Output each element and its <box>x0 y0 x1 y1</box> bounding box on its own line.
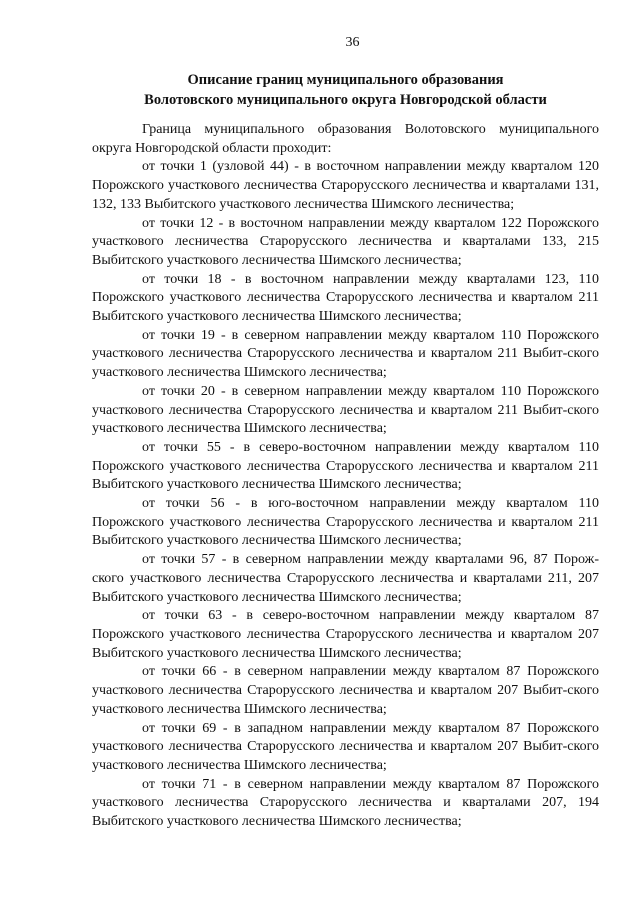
paragraph-point-57: от точки 57 - в северном направлении между кварталами 96, 87 Порож-ского участкового лесничества Старорусского лесничества и кварталами 211, 207 Выбитского участкового лесничества Шимского лесничества; <box>92 552 599 605</box>
paragraph-point-12: от точки 12 - в восточном направлении между кварталом 122 Порожского участкового лесничества Старорусского лесничества и кварталами 133, 215 Выбитского участкового лесничества Шимского лесничества; <box>92 215 599 268</box>
paragraph-point-66: от точки 66 - в северном направлении между кварталом 87 Порожского участкового лесничества Старорусского лесничества и кварталом 207 Выбит-ского участкового лесничества Шимского лесничества; <box>92 664 599 717</box>
paragraph-point-63: от точки 63 - в северо-восточном направлении между кварталом 87 Порожского участкового лесничества Старорусского лесничества и кварталом 207 Выбитского участкового лесничества Шимского лесничества; <box>92 608 599 661</box>
paragraph-point-69: от точки 69 - в западном направлении между кварталом 87 Порожского участкового лесничества Старорусского лесничества и кварталом 207 Выбит-ского участкового лесничества Шимского лесничества; <box>92 720 599 773</box>
paragraph-point-19: от точки 19 - в северном направлении между кварталом 110 Порожского участкового лесничества Старорусского лесничества и кварталом 211 Выбит-ского участкового лесничества Шимского лесничества; <box>92 327 599 381</box>
paragraph-point-56: от точки 56 - в юго-восточном направлении между кварталом 110 Порожского участкового лесничества Старорусского лесничества и кварталом 211 Выбитского участкового лесничества Шимского лесничества; <box>92 496 599 549</box>
paragraph-intro: Граница муниципального образования Волотовского муниципального округа Новгородской области проходит: <box>92 122 599 156</box>
heading-line-2: Волотовского муниципального округа Новгородской области <box>144 92 547 108</box>
paragraph-point-1: от точки 1 (узловой 44) - в восточном направлении между кварталом 120 Порожского участкового лесничества Старорусского лесничества и кварталами 131, 132, 133 Выбитского участкового лесничества Шимского лесничества; <box>92 159 599 212</box>
paragraph-point-55: от точки 55 - в северо-восточном направлении между кварталом 110 Порожского участкового лесничества Старорусского лесничества и кварталом 211 Выбитского участкового лесничества Шимского лесничества; <box>92 439 599 493</box>
paragraph-point-18: от точки 18 - в восточном направлении между кварталами 123, 110 Порожского участкового лесничества Старорусского лесничества и кварталом 211 Выбитского участкового лесничества Шимского лесничества; <box>92 271 599 325</box>
paragraph-point-71: от точки 71 - в северном направлении между кварталом 87 Порожского участкового лесничества Старорусского лесничества и кварталами 207, 194 Выбитского участкового лесничества Шимского лесничества; <box>92 776 599 830</box>
document-heading <box>92 70 599 110</box>
page-number: 36 <box>345 35 360 50</box>
document-body <box>92 121 599 832</box>
paragraph-point-20: от точки 20 - в северном направлении между кварталом 110 Порожского участкового лесничества Старорусского лесничества и кварталом 211 Выбит-ского участкового лесничества Шимского лесничества; <box>92 383 599 437</box>
heading-line-1: Описание границ муниципального образования <box>187 72 504 88</box>
